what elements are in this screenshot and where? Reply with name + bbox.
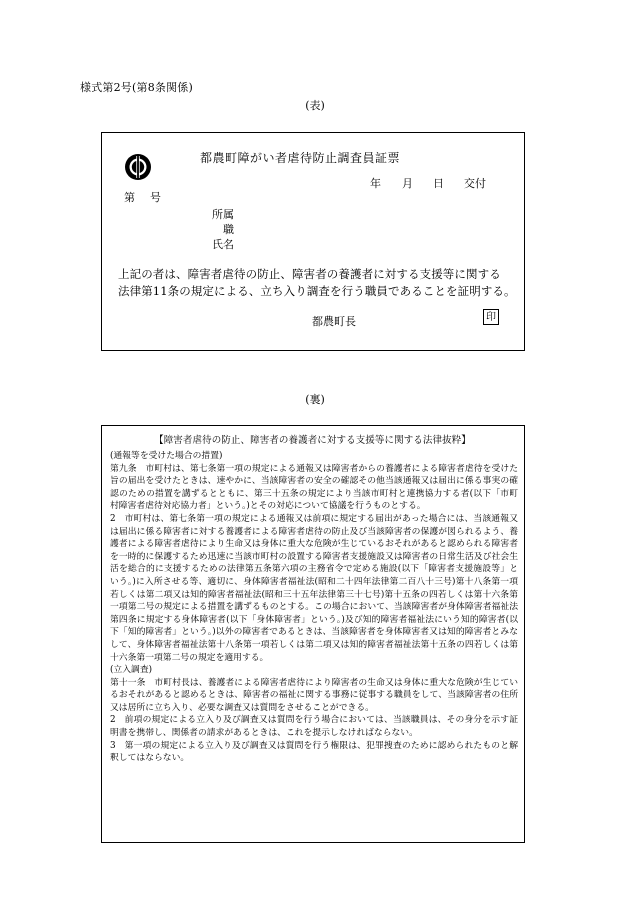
law-excerpt-box — [101, 425, 525, 843]
certification-text — [118, 266, 518, 300]
number-suffix: 号 — [150, 191, 161, 204]
mayor-title: 都農町長 — [312, 315, 356, 328]
excerpt-paragraph: 2 市町村は、第七条第一項の規定による通報又は前項に規定する届出があった場合には、当該通報又は届出に係る障害者に対する養護者による障害者虐待の防止及び当該障害者の保護が図られるよう、養護者による障害者虐待により生命又は身体に重大な危険が生じているおそれがあると認められる障害者を一時的に保護するため迅速に当該市町村の設置する障害者支援施設又は障害者の日常生活及び社会生活を総合的に支援するための法律第五条第六項の主務省令で定める施設(以下「障害者支援施設等」という。)に入所させる等、適切に、身体障害者福祉法(昭和二十四年法律第二百八十三号)第十八条第一項若しくは第二項又は知的障害者福祉法(昭和三十五年法律第三十七号)第十五条の四若しくは第十六条第一項第二号の規定による措置を講ずるものとする。この場合において、当該障害者が身体障害者福祉法第四条に規定する身体障害者(以下「身体障害者」という。)及び知的障害者福祉法にいう知的障害者(以下「知的障害者」という。)以外の障害者であるときは、当該障害者を身体障害者又は知的障害者とみなして、身体障害者福祉法第十八条第一項若しくは第二項又は知的障害者福祉法第十五条の四若しくは第十六条第一項第二号の規定を適用する。 — [110, 513, 518, 663]
excerpt-paragraph: 第十一条 市町村長は、養護者による障害者虐待により障害者の生命又は身体に重大な危険が生じているおそれがあると認めるときは、障害者の福祉に関する事務に従事する職員をして、当該障害者の住所又は居所に立ち入り、必要な調査又は質問をさせることができる。 — [110, 677, 518, 713]
certification-line: 上記の者は、障害者虐待の防止、障害者の養護者に対する支援等に関する — [118, 267, 501, 281]
excerpt-paragraph: 3 第一項の規定による立入り及び調査又は質問を行う権限は、犯罪捜査のために認められたものと解釈してはならない。 — [110, 740, 518, 764]
affiliation-label: 所属 — [212, 208, 234, 221]
excerpt-heading: (立入調査) — [110, 665, 153, 676]
issue-month-label: 月 — [402, 177, 413, 190]
issue-year-label: 年 — [370, 177, 381, 190]
seal-mark: 印 — [483, 309, 499, 325]
name-label: 氏名 — [212, 238, 234, 251]
back-side-label: (裏) — [305, 393, 325, 406]
town-emblem-icon — [124, 153, 152, 181]
id-card-front — [101, 132, 525, 351]
front-side-label: (表) — [305, 99, 325, 112]
certification-line: 法律第11条の規定による、立ち入り調査を行う職員であることを証明する。 — [118, 284, 516, 298]
excerpt-title: 【障害者虐待の防止、障害者の養護者に対する支援等に関する法律抜粋】 — [154, 435, 471, 446]
issue-label: 交付 — [464, 177, 486, 190]
form-number-label: 様式第2号(第8条関係) — [80, 81, 193, 94]
excerpt-paragraph: 2 前項の規定による立入り及び調査又は質問を行う場合においては、当該職員は、その身分を示す証明書を携帯し、関係者の請求があるときは、これを提示しなければならない。 — [110, 715, 518, 739]
excerpt-body — [110, 450, 518, 765]
excerpt-heading: (通報等を受けた場合の措置) — [110, 451, 223, 461]
number-prefix: 第 — [124, 191, 135, 204]
card-title: 都農町障がい者虐待防止調査員証票 — [200, 151, 401, 165]
excerpt-paragraph: 第九条 市町村は、第七条第一項の規定による通報又は障害者からの養護者による障害者虐待を受けた旨の届出を受けたときは、速やかに、当該障害者の安全の確認その他当該通報又は届出に係る事実の確認のための措置を講ずるとともに、第三十五条の規定により当該市町村と連携協力する者(以下「市町村障害者虐待対応協力者」という。)とその対応について協議を行うものとする。 — [110, 463, 518, 512]
issue-day-label: 日 — [433, 177, 444, 190]
position-label: 職 — [223, 223, 234, 236]
